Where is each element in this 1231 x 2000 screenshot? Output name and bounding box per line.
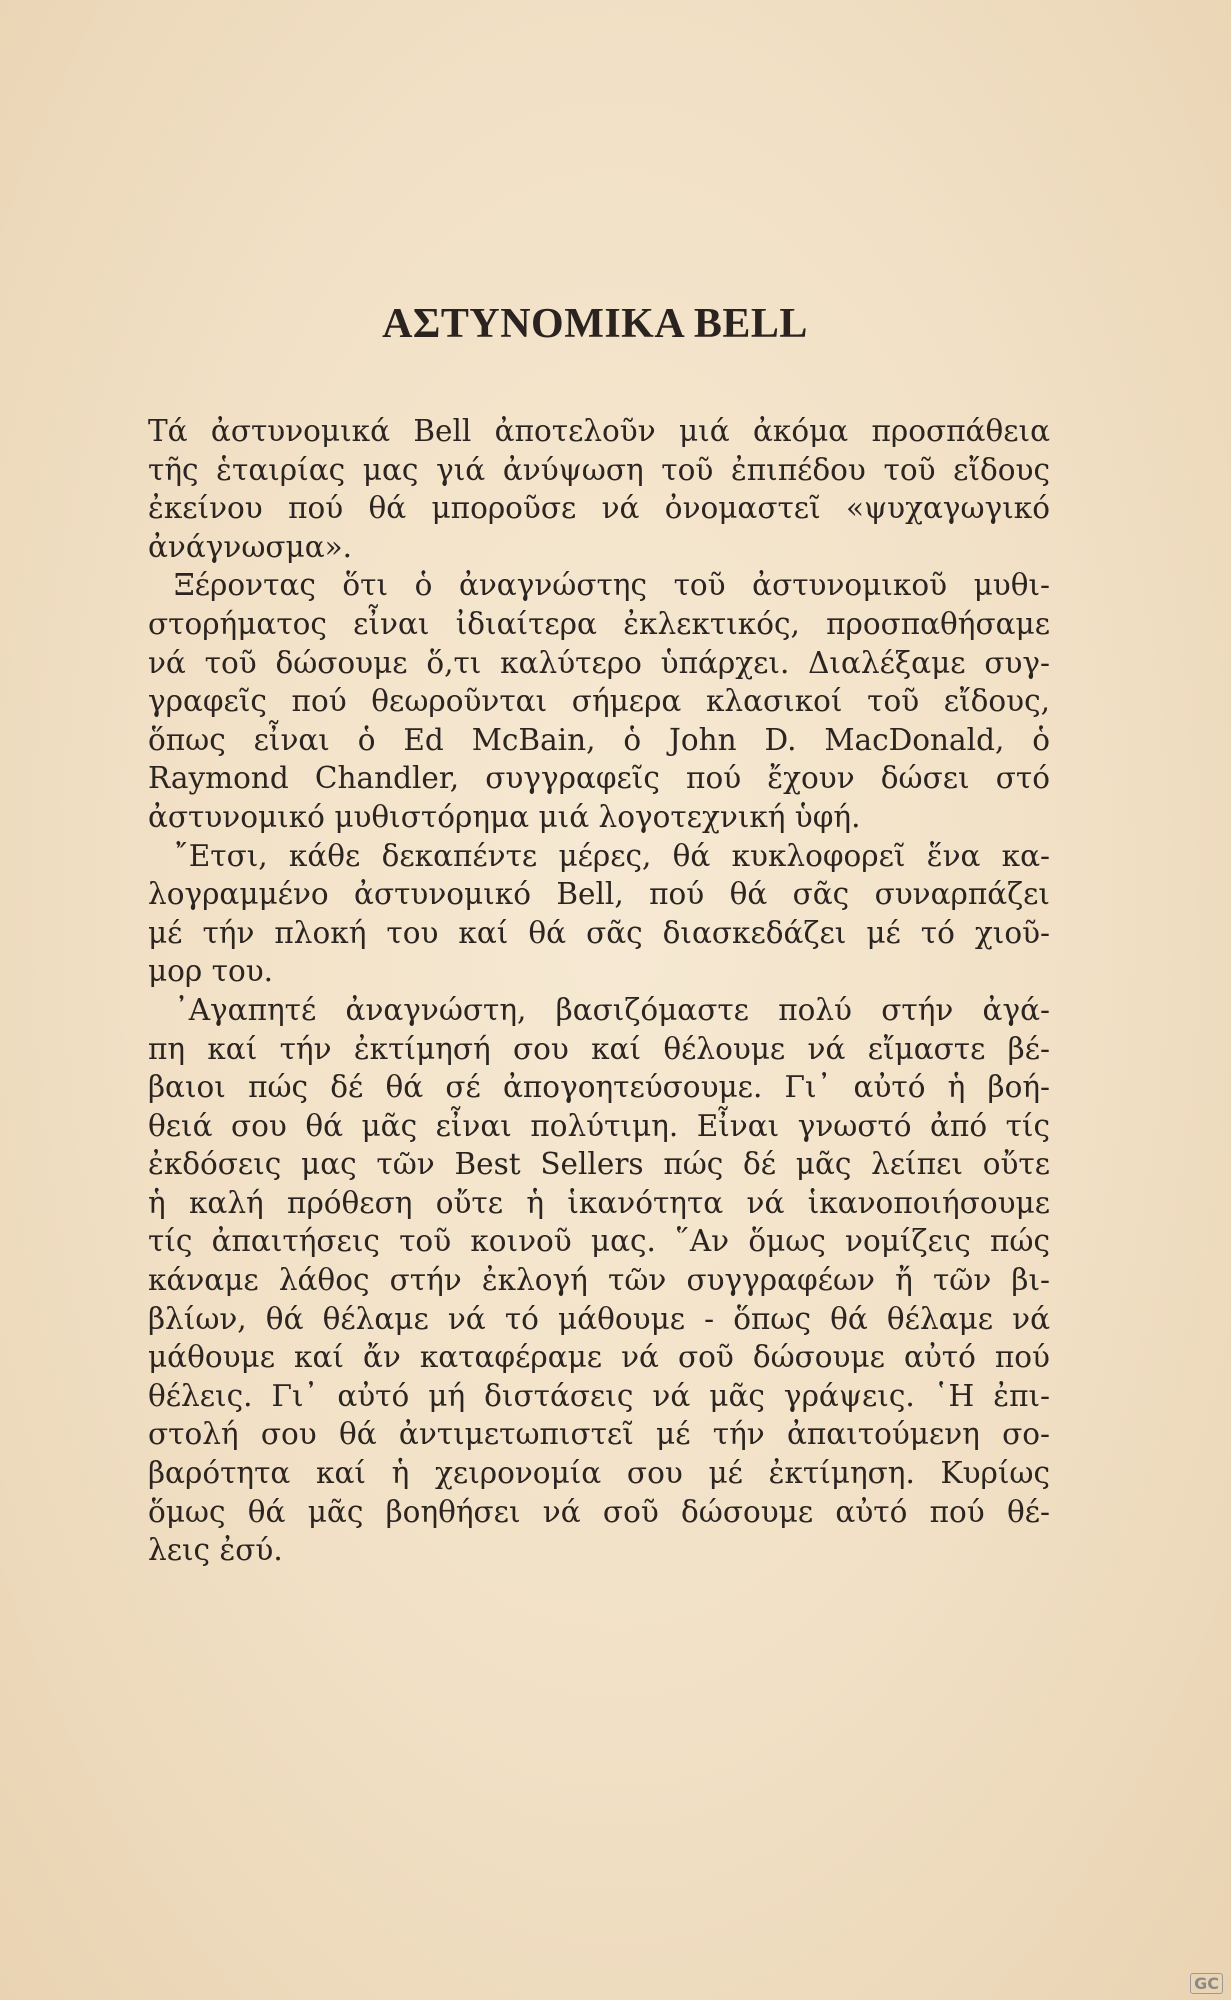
text-line: τίς ἀπαιτήσεις τοῦ κοινοῦ μας. ῞Αν ὅμως νομίζεις πώς (148, 1224, 1050, 1259)
text-line: στορήματος εἶναι ἰδιαίτερα ἐκλεκτικός, προσπαθήσαμε (148, 606, 1050, 641)
text-line: θέλεις. Γι᾿ αὐτό μή διστάσεις νά μᾶς γράψεις. ῾Η ἐπι- (148, 1378, 1050, 1413)
text-line: πη καί τήν ἐκτίμησή σου καί θέλουμε νά εἴμαστε βέ- (148, 1031, 1050, 1066)
watermark: GC (1190, 1973, 1223, 1994)
text-line: ἐκδόσεις μας τῶν Best Sellers πώς δέ μᾶς λείπει οὔτε (148, 1147, 1050, 1182)
text-line: μορ του. (148, 954, 274, 989)
text-line: ῎Ετσι, κάθε δεκαπέντε μέρες, θά κυκλοφορεῖ ἕνα κα- (174, 838, 1050, 873)
text-line: νά τοῦ δώσουμε ὅ,τι καλύτερο ὑπάρχει. Διαλέξαμε συγ- (148, 645, 1050, 680)
text-line: ᾿Αγαπητέ ἀναγνώστη, βασιζόμαστε πολύ στήν ἀγά- (174, 992, 1050, 1027)
text-line: Ξέροντας ὅτι ὁ ἀναγνώστης τοῦ ἀστυνομικοῦ μυθι- (174, 568, 1050, 603)
text-line: λογραμμένο ἀστυνομικό Bell, πού θά σᾶς συναρπάζει (148, 877, 1050, 912)
text-line: μέ τήν πλοκή του καί θά σᾶς διασκεδάζει μέ τό χιοῦ- (148, 915, 1050, 950)
text-line: ἡ καλή πρόθεση οὔτε ἡ ἱκανότητα νά ἱκανοποιήσουμε (148, 1185, 1050, 1220)
text-line: γραφεῖς πού θεωροῦνται σήμερα κλασικοί τοῦ εἴδους, (148, 684, 1050, 719)
text-line: βαιοι πώς δέ θά σέ ἀπογοητεύσουμε. Γι᾿ αὐτό ἡ βοή- (148, 1070, 1050, 1105)
body-text (148, 412, 1050, 1570)
text-line: ἀνάγνωσμα». (148, 529, 353, 564)
text-line: ὅμως θά μᾶς βοηθήσει νά σοῦ δώσουμε αὐτό πού θέ- (148, 1494, 1050, 1529)
text-line: τῆς ἑταιρίας μας γιά ἀνύψωση τοῦ ἐπιπέδου τοῦ εἴδους (148, 452, 1050, 487)
text-line: ἐκείνου πού θά μποροῦσε νά ὀνομαστεῖ «ψυχαγωγικό (148, 491, 1050, 526)
text-line: στολή σου θά ἀντιμετωπιστεῖ μέ τήν ἀπαιτούμενη σο- (148, 1417, 1050, 1452)
text-line: μάθουμε καί ἄν καταφέραμε νά σοῦ δώσουμε αὐτό πού (148, 1340, 1050, 1375)
page-title: ΑΣΤΥΝΟΜΙΚΑ BELL (382, 301, 808, 347)
text-line: Τά ἀστυνομικά Bell ἀποτελοῦν μιά ἀκόμα προσπάθεια (148, 414, 1050, 448)
text-line: βλίων, θά θέλαμε νά τό μάθουμε - ὅπως θά θέλαμε νά (148, 1301, 1050, 1336)
text-line: Raymond Chandler, συγγραφεῖς πού ἔχουν δώσει στό (148, 761, 1050, 796)
text-line: ἀστυνομικό μυθιστόρημα μιά λογοτεχνική ὑφή. (148, 799, 861, 834)
text-line: κάναμε λάθος στήν ἐκλογή τῶν συγγραφέων ἤ τῶν βι- (148, 1263, 1050, 1298)
text-line: λεις ἐσύ. (148, 1533, 283, 1568)
text-line: βαρότητα καί ἡ χειρονομία σου μέ ἐκτίμηση. Κυρίως (148, 1456, 1050, 1491)
text-line: ὅπως εἶναι ὁ Ed McBain, ὁ John D. MacDonald, ὁ (148, 722, 1050, 757)
text-line: θειά σου θά μᾶς εἶναι πολύτιμη. Εἶναι γνωστό ἀπό τίς (148, 1108, 1050, 1143)
